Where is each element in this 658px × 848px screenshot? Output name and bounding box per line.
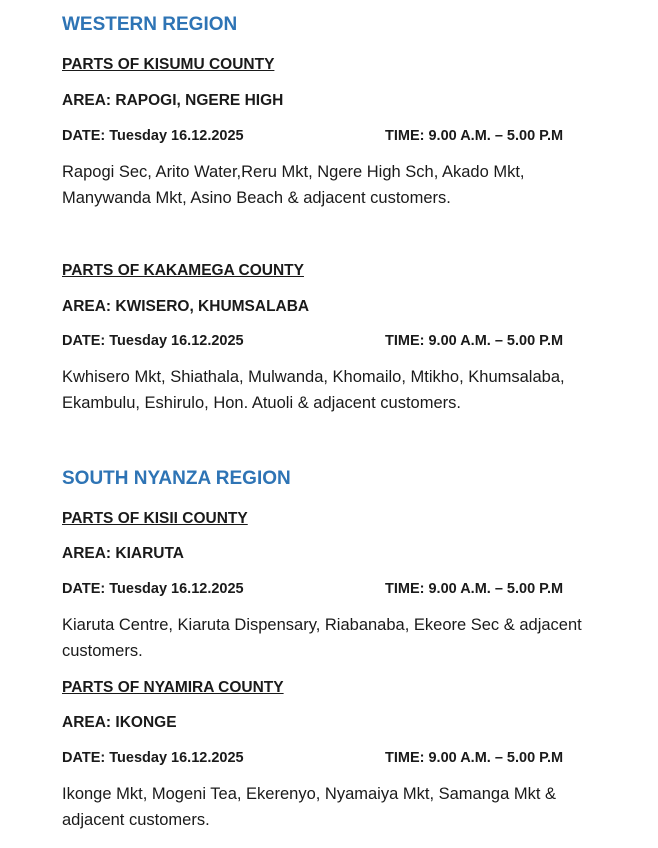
county-heading-nyamira: PARTS OF NYAMIRA COUNTY [62,679,284,696]
time-label: TIME: 9.00 A.M. – 5.00 P.M [385,750,564,766]
area-label-kisii: AREA: KIARUTA [62,545,184,562]
affected-areas-kakamega: Kwhisero Mkt, Shiathala, Mulwanda, Khomailo, Mtikho, Khumsalaba, Ekambulu, Eshirulo, Hon. Atuoli & adjacent customers. [62,368,565,412]
area-label-kakamega: AREA: KWISERO, KHUMSALABA [62,298,310,315]
date-label: DATE: Tuesday 16.12.2025 [62,581,244,597]
county-heading-kisumu: PARTS OF KISUMU COUNTY [62,56,275,73]
time-label: TIME: 9.00 A.M. – 5.00 P.M [385,128,564,144]
date-label: DATE: Tuesday 16.12.2025 [62,750,244,766]
date-label: DATE: Tuesday 16.12.2025 [62,128,244,144]
area-label-nyamira: AREA: IKONGE [62,714,177,731]
region-title-western: WESTERN REGION [62,14,238,35]
county-heading-kisii: PARTS OF KISII COUNTY [62,510,248,527]
time-label: TIME: 9.00 A.M. – 5.00 P.M [385,581,564,597]
county-heading-kakamega: PARTS OF KAKAMEGA COUNTY [62,262,304,279]
date-label: DATE: Tuesday 16.12.2025 [62,333,244,349]
affected-areas-kisumu: Rapogi Sec, Arito Water,Reru Mkt, Ngere High Sch, Akado Mkt, Manywanda Mkt, Asino Beach & adjacent customers. [62,163,525,207]
affected-areas-nyamira: Ikonge Mkt, Mogeni Tea, Ekerenyo, Nyamaiya Mkt, Samanga Mkt & adjacent customers. [62,785,556,829]
time-label: TIME: 9.00 A.M. – 5.00 P.M [385,333,564,349]
area-label-kisumu: AREA: RAPOGI, NGERE HIGH [62,92,284,109]
affected-areas-kisii: Kiaruta Centre, Kiaruta Dispensary, Riabanaba, Ekeore Sec & adjacent customers. [62,616,582,660]
region-title-south-nyanza: SOUTH NYANZA REGION [62,468,291,489]
